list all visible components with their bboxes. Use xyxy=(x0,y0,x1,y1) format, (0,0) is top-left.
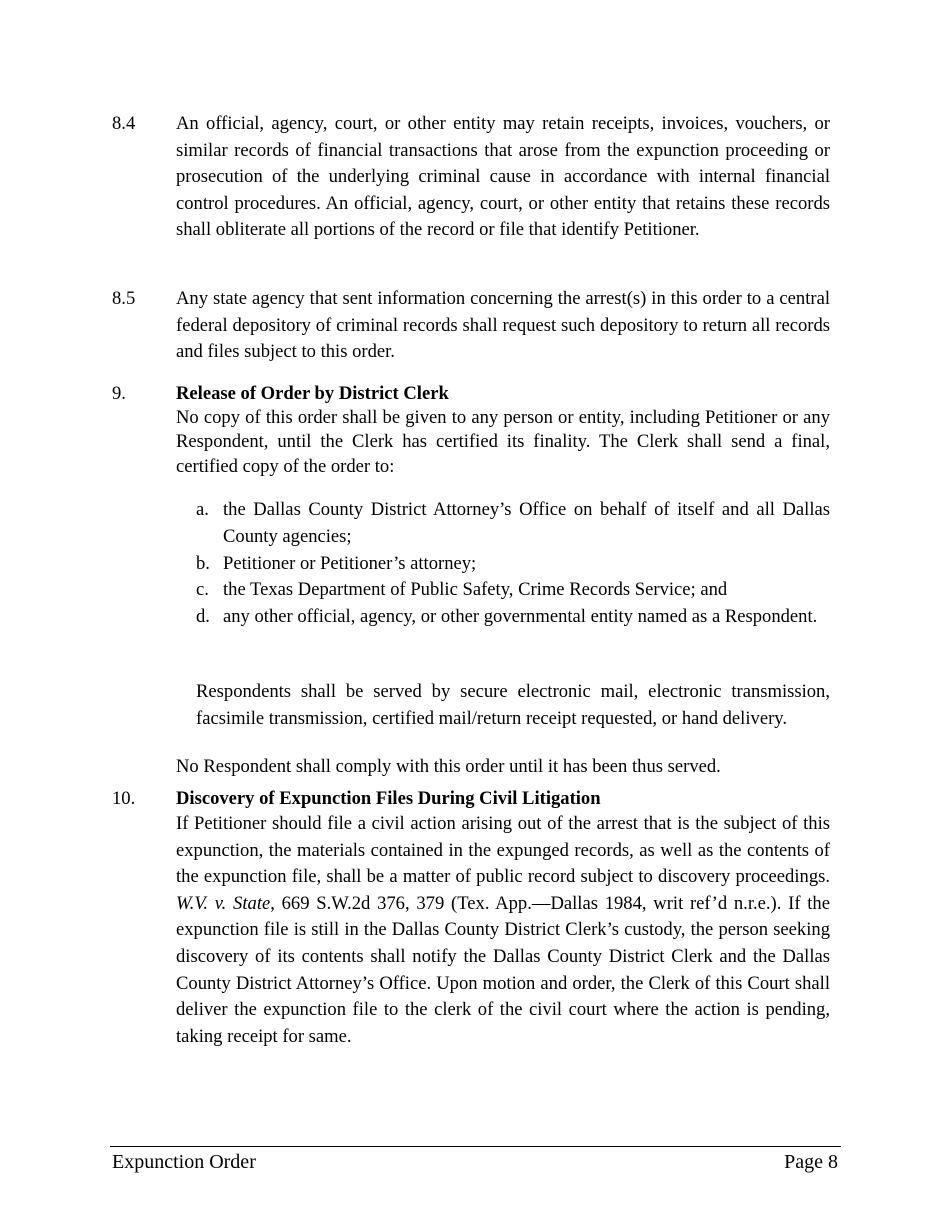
list-item-label: d. xyxy=(196,606,210,628)
section-heading: Release of Order by District Clerk xyxy=(176,383,449,404)
section-number: 8.4 xyxy=(112,113,136,134)
section-text xyxy=(176,811,830,1050)
section-number: 9. xyxy=(112,383,126,404)
section-8-5 xyxy=(112,286,830,366)
section-text: Any state agency that sent information concerning the arrest(s) in this order to a central federal depository of criminal records shall request such depository to return all records and files subject to this order. xyxy=(176,288,830,363)
list-item-text: any other official, agency, or other governmental entity named as a Respondent. xyxy=(223,606,818,628)
case-citation: W.V. v. State xyxy=(176,892,271,914)
list-item-text: Petitioner or Petitioner’s attorney; xyxy=(223,552,477,574)
list-item xyxy=(196,497,830,551)
section-number: 10. xyxy=(112,788,136,809)
list-item xyxy=(196,577,830,604)
list-item xyxy=(196,551,830,578)
comply-paragraph: No Respondent shall comply with this order until it has been thus served. xyxy=(176,756,721,777)
section-8-4 xyxy=(112,111,830,244)
list-item-text: the Texas Department of Public Safety, Crime Records Service; and xyxy=(223,579,728,601)
service-paragraph: Respondents shall be served by secure electronic mail, electronic transmission, facsimile transmission, certified mail/return receipt requested, or hand delivery. xyxy=(196,681,830,729)
list-item-label: a. xyxy=(196,499,209,520)
page-number: Page 8 xyxy=(784,1151,838,1173)
section-text-part: , 669 S.W.2d 376, 379 (Tex. App.—Dallas 1984, writ ref’d n.r.e.). If the expunction file is still in the Dallas County District Clerk’s custody, the person seeking discovery of its contents shall notify the Dallas County District Clerk and the Dallas County District Attorney’s Office. Upon motion and order, the Clerk of this Court shall deliver the expunction file to the clerk of the civil court where the action is pending, taking receipt for same. xyxy=(176,892,830,1047)
section-9 xyxy=(112,382,830,479)
recipient-list xyxy=(196,497,830,631)
list-item xyxy=(196,604,830,631)
section-text-part: If Petitioner should file a civil action arising out of the arrest that is the subject of this expunction, the materials contained in the expunged records, as well as the contents of the expunction file, shall be a matter of public record subject to discovery proceedings. xyxy=(176,813,830,888)
section-text: No copy of this order shall be given to any person or entity, including Petitioner or any Respondent, until the Clerk has certified its finality. The Clerk shall send a final, certified copy of the order to: xyxy=(176,407,830,477)
footer-divider xyxy=(110,1146,841,1147)
section-10 xyxy=(112,787,830,1050)
list-item-label: b. xyxy=(196,552,210,574)
list-item-label: c. xyxy=(196,579,209,601)
footer-title: Expunction Order xyxy=(112,1151,256,1173)
list-item-text: the Dallas County District Attorney’s Office on behalf of itself and all Dallas County agencies; xyxy=(223,499,830,547)
section-heading: Discovery of Expunction Files During Civil Litigation xyxy=(176,788,601,809)
section-number: 8.5 xyxy=(112,288,136,309)
section-text: An official, agency, court, or other entity may retain receipts, invoices, vouchers, or similar records of financial transactions that arose from the expunction proceeding or prosecution of the underlying criminal cause in accordance with internal financial control procedures. An official, agency, court, or other entity that retains these records shall obliterate all portions of the record or file that identify Petitioner. xyxy=(176,113,830,241)
